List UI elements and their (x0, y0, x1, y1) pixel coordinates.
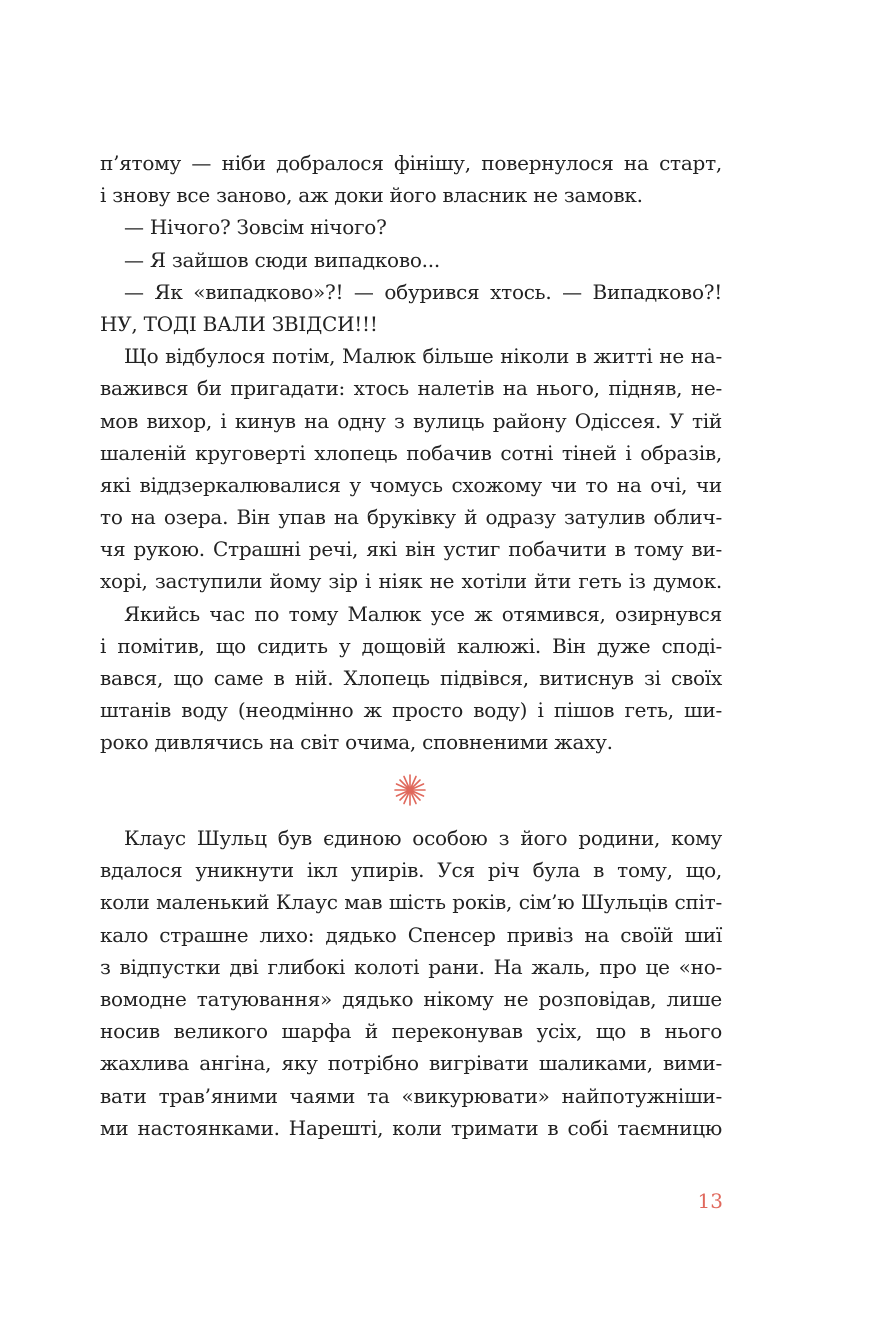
text-line: ми настоянками. Нарешті, коли тримати в собі таємницю (100, 1115, 722, 1140)
text-line: НУ, ТОДІ ВАЛИ ЗВІДСИ!!! (100, 311, 378, 336)
text-line: жахлива ангіна, яку потрібно вигрівати шаликами, вими- (100, 1051, 722, 1076)
text-line: чя рукою. Страшні речі, які він устиг побачити в тому ви- (100, 537, 722, 562)
star-ornament-icon (393, 773, 427, 807)
text-line: п’ятому — ніби добралося фінішу, повернулося на старт, (100, 151, 722, 175)
text-line: вдалося уникнути ікл упирів. Уся річ була в тому, що, (100, 858, 722, 883)
dialogue-line: — Нічого? Зовсім нічого? (124, 215, 387, 240)
page-number: 13 (697, 1189, 723, 1213)
text-block-1 (100, 147, 722, 759)
dialogue-line: — Я зайшов сюди випадково... (124, 247, 440, 272)
text-line: шаленій круговерті хлопець побачив сотні тіней і образів, (100, 440, 722, 465)
paragraph-start-line: Що відбулося потім, Малюк більше ніколи в житті не на- (124, 344, 722, 369)
text-line: вався, що саме в ній. Хлопець підвівся, витиснув зі своїх (100, 666, 722, 690)
text-line: вомодне татуювання» дядько нікому не розповідав, лише (100, 986, 722, 1011)
text-line: і помітив, що сидить у дощовій калюжі. Він дуже споді- (100, 633, 722, 658)
text-line: з відпустки дві глибокі колоті рани. На жаль, про це «но- (100, 954, 722, 979)
text-line: штанів воду (неодмінно ж просто воду) і пішов геть, ши- (100, 698, 722, 723)
text-line: важився би пригадати: хтось налетів на нього, підняв, не- (100, 376, 722, 401)
paragraph-start-line: Якийсь час по тому Малюк усе ж отямився, озирнувся (124, 601, 722, 626)
text-line: хорі, заступили йому зір і ніяк не хотіли йти геть із думок. (100, 569, 722, 594)
paragraph-start-line: Клаус Шульц був єдиною особою з його родини, кому (124, 826, 722, 850)
text-line: роко дивлячись на світ очима, сповненими жаху. (100, 730, 613, 755)
text-line: вати трав’яними чаями та «викурювати» найпотужніши- (100, 1083, 722, 1108)
text-line: носив великого шарфа й переконував усіх, що в нього (100, 1019, 722, 1044)
dialogue-line: — Як «випадково»?! — обурився хтось. — Випадково?! (124, 279, 722, 304)
text-line: коли маленький Клаус мав шість років, сім’ю Шульців спіт- (100, 890, 722, 915)
text-line: кало страшне лихо: дядько Спенсер привіз на своїй шиї (100, 922, 722, 947)
text-line: і знову все заново, аж доки його власник не замовк. (100, 183, 643, 208)
text-line: мов вихор, і кинув на одну з вулиць району Одіссея. У тій (100, 408, 722, 433)
text-block-2 (100, 822, 722, 1144)
text-line: то на озера. Він упав на бруківку й одразу затулив облич- (100, 505, 722, 530)
text-line: які віддзеркалювалися у чомусь схожому чи то на очі, чи (100, 472, 722, 497)
